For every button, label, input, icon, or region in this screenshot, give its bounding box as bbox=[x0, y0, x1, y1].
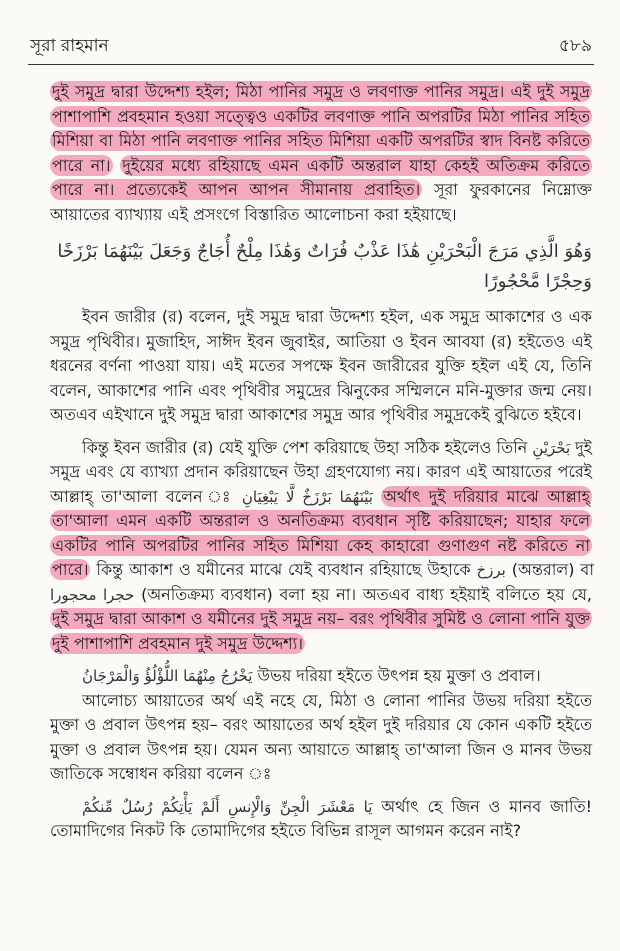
highlight-two-seas-meaning: দুই সমুদ্র দ্বারা উদ্দেশ্য হইল; মিঠা পানির সমুদ্র ও লবণাক্ত পানির সমুদ্র। এই দুই সমুদ্র পাশাপাশি প্রবহমান হওয়া সত্ত্বেও একটির লবণাক্ত পানি অপরটির মিঠা পানির সহিত মিশিয়া বা মিঠা পানি লবণাক্ত পানির সহিত মিশিয়া একটি অপরটির স্বাদ বিনষ্ট করিতে পারে না। bbox=[52, 82, 590, 175]
p6-arabic-verse: يَا مَعْشَرَ الْجِنِّ وَالْإِنسِ أَلَمْ يَأْتِكُمْ رُسُلٌ مِّنكُمْ bbox=[82, 797, 373, 816]
paragraph-3 bbox=[50, 436, 592, 657]
p3-arabic-hijran: حجرا محجورا bbox=[50, 585, 135, 604]
paragraph-gap bbox=[50, 656, 592, 664]
surah-title: সূরা রাহমান bbox=[30, 36, 109, 56]
paragraph-gap bbox=[50, 787, 592, 795]
p3-arabic-bahrain: بَحْرَيْنِ bbox=[532, 438, 571, 457]
p6-text: অর্থাৎ হে জিন ও মানব জাতি! তোমাদিগের নিকট কি তোমাদিগের হইতে বিভিন্ন রাসূল আগমন করেন নাই? bbox=[50, 796, 592, 840]
highlight-barrier: দুইয়ের মধ্যে রহিয়াছে এমন একটি অন্তরাল যাহা কেহই অতিক্রম করিতে পারে না। প্রত্যেকেই আপন আপন সীমানায় প্রবাহিত। bbox=[52, 155, 591, 199]
page-number: ৫৮৯ bbox=[558, 36, 592, 56]
p3-text-3: কিন্তু আকাশ ও যমীনের মাঝে যেই ব্যবধান রহিয়াছে উহাকে bbox=[96, 560, 471, 579]
p4-text: উভয় দরিয়া হইতে উৎপন্ন হয় মুক্তা ও প্রবাল। bbox=[257, 666, 541, 685]
paragraph-6 bbox=[50, 795, 592, 844]
paragraph-2: ইবন জারীর (র) বলেন, দুই সমুদ্র দ্বারা উদ্দেশ্য হইল, এক সমুদ্র আকাশের ও এক সমুদ্র পৃথিবীর। মুজাহিদ, সাঈদ ইবন জুবাইর, আতিয়া ও ইবন আবযা (র) হইতেও এই ধরনের বর্ণনা পাওয়া যায়। এই মতের সপক্ষে ইবন জারীরের যুক্তি হইল এই যে, তিনি বলেন, আকাশের পানি এবং পৃথিবীর সমুদ্রের ঝিনুকের সম্মিলনে মনি-মুক্তার জন্ম নেয়। অতএব এইখানে দুই সমুদ্র দ্বারা আকাশের সমুদ্র আর পৃথিবীর সমুদ্রকেই বুঝিতে হইবে। bbox=[50, 307, 592, 424]
p3-text-4: (অন্তরাল) বা bbox=[511, 560, 594, 579]
paragraph-1 bbox=[50, 80, 592, 227]
paragraph-1-rest: সূরা ফুরকানের নিম্নোক্ত আয়াতের ব্যাখ্যায় এই প্রসংগে বিস্তারিত আলোচনা করা হইয়াছে। bbox=[50, 180, 592, 224]
p4-arabic-verse: يَخْرُجُ مِنْهُمَا اللُّؤْلُؤُ وَالْمَرْجَانُ bbox=[82, 667, 253, 685]
paragraph-gap bbox=[50, 428, 592, 436]
p3-text-5: (অনতিক্রম্য ব্যবধান) বলা হয় না। অতএব বাধ্য হইয়াই বলিতে হয় যে, bbox=[141, 584, 593, 604]
quran-verse-furqan: وَهُوَ الَّذِي مَرَجَ الْبَحْرَيْنِ هَٰذَا عَذْبٌ فُرَاتٌ وَهَٰذَا مِلْحٌ أُجَاجٌ وَجَعَلَ بَيْنَهُمَا بَرْزَخًا وَحِجْرًا مَّحْجُورًا bbox=[57, 241, 592, 292]
header-rule bbox=[28, 64, 594, 65]
p3-arabic-barzakh-verse: بَيْنَهُمَا بَرْزَخٌ لَّا يَبْغِيَانِ bbox=[241, 487, 373, 506]
page-body bbox=[50, 80, 592, 844]
highlight-conclusion: দুই সমুদ্র দ্বারা আকাশ ও যমীনের দুই সমুদ্র নয়– বরং পৃথিবীর সুমিষ্ট ও লোনা পানি যুক্ত দুই পাশাপাশি প্রবহমান দুই সমুদ্র উদ্দেশ্য। bbox=[52, 609, 590, 653]
paragraph-4 bbox=[50, 664, 592, 689]
paragraph-5: আলোচ্য আয়াতের অর্থ এই নহে যে, মিঠা ও লোনা পানির উভয় দরিয়া হইতে মুক্তা ও প্রবাল উৎপন্ন হয়– বরং আয়াতের অর্থ হইল দুই দরিয়ার যে কোন একটি হইতে মুক্তা ও প্রবাল উৎপন্ন হয়। যেমন অন্য আয়াতে আল্লাহ্ তা'আলা জিন ও মানব উভয় জাতিকে সম্বোধন করিয়া বলেন ঃ bbox=[50, 690, 592, 783]
p3-arabic-barzakh: برزخ bbox=[476, 561, 506, 579]
running-head bbox=[30, 34, 592, 60]
p3-text-2: দুই সমুদ্র এবং যে ব্যাখ্যা প্রদান করিয়াছেন উহা গ্রহণযোগ্য নয়। কারণ এই আয়াতের পরেই আল্লাহ্ তা'আলা বলেন ঃ bbox=[50, 437, 592, 506]
p3-text-1: কিন্তু ইবন জারীর (র) যেই যুক্তি পেশ করিয়াছে উহা সঠিক হইলেও তিনি bbox=[82, 437, 528, 457]
highlight-barrier-explanation: অর্থাৎ দুই দরিয়ার মাঝে আল্লাহ্ তা'আলা এমন একটি অন্তরাল ও অনতিক্রম্য ব্যবধান সৃষ্টি করিয়াছেন; যাহার ফলে একটির পানি অপরটির পানির সহিত মিশিয়া কেহ কাহারো গুণাগুণ নষ্ট করিতে না পারে। bbox=[52, 486, 590, 579]
